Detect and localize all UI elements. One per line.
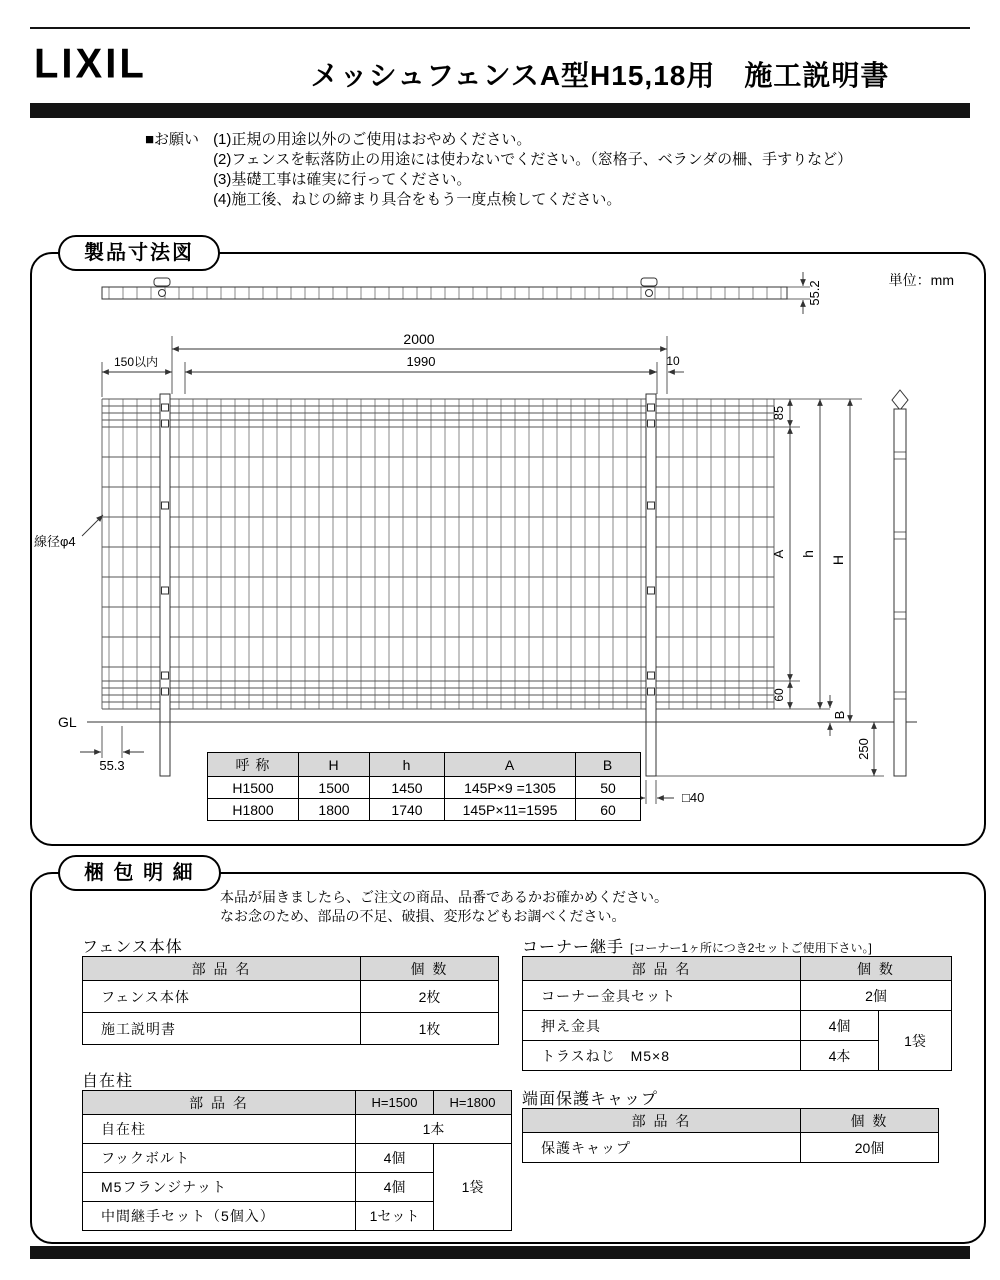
dim-label-10: 10 bbox=[666, 354, 680, 368]
spec-col-B: B bbox=[576, 753, 641, 777]
spec-col-name: 呼 称 bbox=[208, 753, 299, 777]
dim-label-55-2: 55.2 bbox=[807, 280, 822, 306]
packing-section-title: 梱 包 明 細 bbox=[58, 855, 221, 891]
dimension-section bbox=[30, 242, 986, 846]
dim-label-60: 60 bbox=[772, 688, 786, 702]
dimension-section-title: 製品寸法図 bbox=[58, 235, 220, 271]
col-part-name: 部 品 名 bbox=[523, 1109, 801, 1133]
width-dimensions bbox=[102, 331, 684, 397]
dim-label-1990: 1990 bbox=[406, 354, 436, 369]
packing-section bbox=[30, 862, 986, 1244]
spec-table bbox=[207, 752, 641, 821]
notice-item: (3)基礎工事は確実に行ってください。 bbox=[213, 171, 472, 188]
post-side-view bbox=[892, 390, 908, 776]
corner-table-note: [コーナー1ヶ所につき2セットご使用下さい。] bbox=[630, 941, 872, 955]
table-row: M5フランジナット 4個 bbox=[83, 1173, 512, 1202]
wire-diameter-label: 線径φ4 bbox=[34, 534, 76, 549]
notice-label: ■お願い bbox=[145, 131, 200, 148]
dim-label-55-3: 55.3 bbox=[99, 758, 125, 773]
spec-col-A: A bbox=[445, 753, 576, 777]
notice-block bbox=[145, 130, 852, 210]
col-quantity: 個 数 bbox=[801, 1109, 939, 1133]
dim-label-B: B bbox=[832, 710, 847, 720]
gl-label: GL bbox=[58, 714, 77, 730]
unit-label: 単位：mm bbox=[888, 272, 954, 288]
col-part-name: 部 品 名 bbox=[83, 957, 361, 981]
table-row: 押え金具 4個 1袋 bbox=[523, 1011, 952, 1041]
spec-row-h1500: H1500 1500 1450 145P×9 =1305 50 bbox=[208, 777, 641, 799]
notice-item: (4)施工後、ねじの締まり具合をもう一度点検してください。 bbox=[213, 191, 622, 208]
col-quantity: 個 数 bbox=[801, 957, 952, 981]
table-row: 施工説明書 1枚 bbox=[83, 1013, 499, 1045]
table-row: フェンス本体 2枚 bbox=[83, 981, 499, 1013]
packing-description-line1: 本品が届きましたら、ご注文の商品、品番であるかお確かめください。 bbox=[220, 889, 668, 905]
dim-label-h: h bbox=[800, 550, 816, 558]
col-h1500: H=1500 bbox=[356, 1091, 434, 1115]
dim-label-250: 250 bbox=[856, 738, 871, 760]
dim-label-150: 150以内 bbox=[113, 355, 159, 369]
dim-label-85: 85 bbox=[771, 405, 786, 421]
table-row: トラスねじ M5×8 4本 bbox=[523, 1041, 952, 1071]
notice-item: (2)フェンスを転落防止の用途には使わないでください。（窓格子、ベランダの柵、手すりなど） bbox=[213, 151, 853, 168]
col-quantity: 個 数 bbox=[361, 957, 499, 981]
spec-col-h: h bbox=[370, 753, 445, 777]
corner-header-row bbox=[523, 957, 952, 981]
spec-row-h1800: H1800 1800 1740 145P×11=1595 60 bbox=[208, 799, 641, 821]
cap-table-title: 端面保護キャップ bbox=[522, 1091, 659, 1108]
bag-cell: 1袋 bbox=[434, 1144, 512, 1231]
corner-table-heading bbox=[522, 934, 872, 957]
spec-col-H: H bbox=[299, 753, 370, 777]
notice-item: (1)正規の用途以外のご使用はおやめください。 bbox=[213, 131, 532, 148]
col-h1800: H=1800 bbox=[434, 1091, 512, 1115]
header-bar bbox=[30, 103, 970, 118]
packing-description-line2: なお念のため、部品の不足、破損、変形などもお調べください。 bbox=[220, 908, 626, 924]
bag-cell: 1袋 bbox=[879, 1011, 952, 1071]
plan-view bbox=[102, 272, 822, 314]
post-table bbox=[82, 1090, 512, 1231]
table-row: 中間継手セット（5個入） 1セット bbox=[83, 1202, 512, 1231]
dim-label-H: H bbox=[830, 554, 846, 566]
dim-label-2000: 2000 bbox=[403, 331, 435, 347]
dim-label-40: □40 bbox=[682, 790, 705, 805]
col-part-name: 部 品 名 bbox=[523, 957, 801, 981]
page-title: メッシュフェンスA型H15,18用 施工説明書 bbox=[310, 60, 890, 91]
notice-items bbox=[213, 130, 852, 210]
table-row: フックボルト 4個 1袋 bbox=[83, 1144, 512, 1173]
cap-table bbox=[522, 1108, 939, 1163]
fence-table bbox=[82, 956, 499, 1045]
lixil-logo: LIXIL bbox=[34, 40, 147, 88]
spec-header-row bbox=[208, 753, 641, 777]
footer-bar bbox=[30, 1246, 970, 1259]
post-header-row bbox=[83, 1091, 512, 1115]
dim-55-3 bbox=[80, 726, 144, 773]
fence-table-title: フェンス本体 bbox=[82, 939, 183, 956]
wire-diameter-callout bbox=[34, 515, 103, 549]
top-rule bbox=[30, 27, 970, 29]
cap-header-row bbox=[523, 1109, 939, 1133]
fence-header-row bbox=[83, 957, 499, 981]
table-row: 保護キャップ 20個 bbox=[523, 1133, 939, 1163]
corner-table-title: コーナー継手 bbox=[522, 939, 625, 956]
fence-post-right bbox=[646, 394, 656, 776]
post-table-title: 自在柱 bbox=[82, 1073, 134, 1090]
table-row: 自在柱 1本 bbox=[83, 1115, 512, 1144]
corner-table bbox=[522, 956, 952, 1071]
col-part-name: 部 品 名 bbox=[83, 1091, 356, 1115]
ground-line bbox=[58, 714, 917, 730]
fence-post-left bbox=[160, 394, 170, 776]
mesh-panel bbox=[102, 394, 774, 776]
dim-label-A: A bbox=[771, 549, 786, 559]
packing-description bbox=[220, 888, 668, 926]
table-row: コーナー金具セット 2個 bbox=[523, 981, 952, 1011]
